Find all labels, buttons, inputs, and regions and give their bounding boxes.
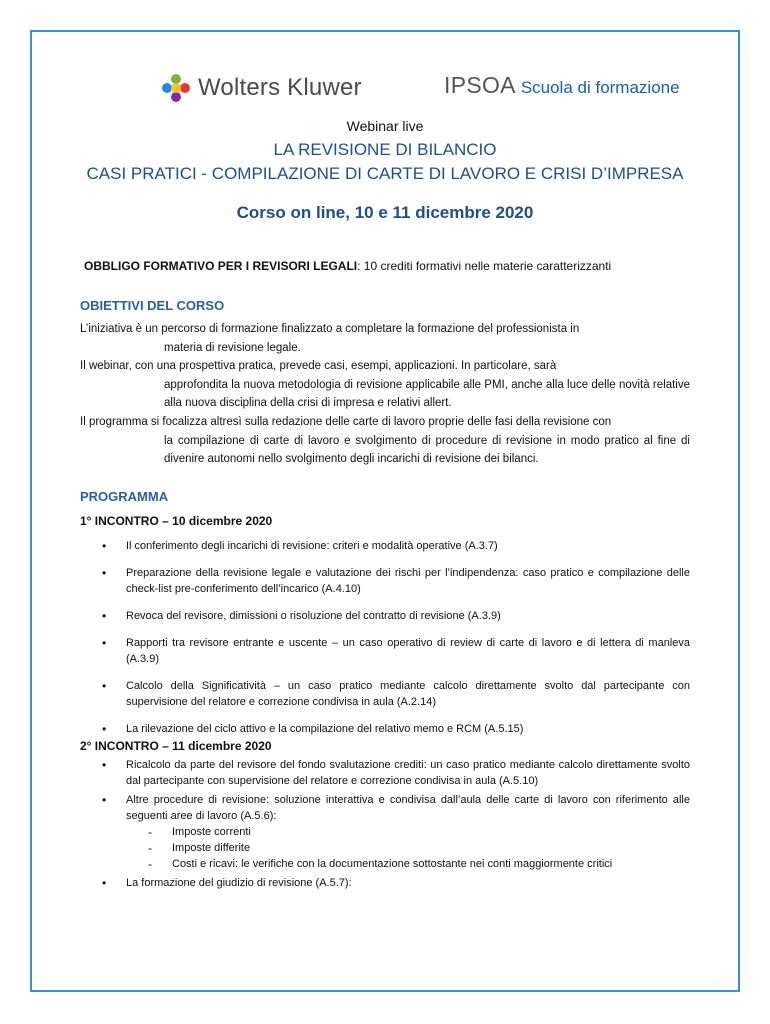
incontro-1-title: 1° INCONTRO – 10 dicembre 2020	[80, 514, 273, 528]
list-item: • Rapporti tra revisore entrante e uscente – un caso operativo di review di carte di lavoro e di lettera di manleva (A.3.9)	[80, 635, 690, 667]
ipsoa-logo-text: IPSOA	[444, 72, 516, 98]
ipsoa-subtitle: Scuola di formazione	[520, 78, 680, 97]
obiettivi-heading: OBIETTIVI DEL CORSO	[80, 298, 225, 313]
programma-heading: PROGRAMMA	[80, 489, 169, 504]
list-item: • Il conferimento degli incarichi di revisione: criteri e modalità operative (A.3.7)	[80, 538, 690, 554]
list-item: • Ricalcolo da parte del revisore del fondo svalutazione crediti: un caso pratico mediante calcolo direttamente svolto dal partecipante con supervisione del relatore e correzione condivisa in aula (A.5.10)	[80, 757, 690, 789]
ipsoa-logo	[444, 72, 680, 99]
obiettivi-paragraph-3	[80, 413, 690, 469]
course-date: Corso on line, 10 e 11 dicembre 2020	[236, 203, 534, 222]
webinar-label: Webinar live	[346, 118, 424, 134]
wolters-kluwer-logo	[162, 74, 362, 102]
sub-list-item: - Costi e ricavi: le verifiche con la documentazione sottostante nei conti maggiormente critici	[126, 856, 690, 872]
list-item	[80, 792, 690, 872]
wk-logo-text: Wolters Kluwer	[198, 74, 362, 101]
p3-rest: la compilazione di carte di lavoro e svolgimento di procedure di revisione in modo pratico al fine di divenire autonomi nello svolgimento degli incarichi di revisione dei bilanci.	[164, 434, 690, 465]
course-title: LA REVISIONE DI BILANCIO	[273, 140, 497, 159]
sub-list	[126, 824, 690, 872]
list-item-text: Altre procedure di revisione: soluzione interattiva e condivisa dall’aula delle carte di lavoro con riferimento alle seguenti aree di lavoro (A.5.6):	[126, 794, 690, 822]
p2-rest: approfondita la nuova metodologia di revisione applicabile alle PMI, anche alla luce delle novità relative alla nuova disciplina della crisi di impresa e relativi allert.	[164, 378, 690, 409]
list-item: • Calcolo della Significatività – un caso pratico mediante calcolo direttamente svolto dal partecipante con supervisione del relatore e correzione condivisa in aula (A.2.14)	[80, 678, 690, 710]
incontro-1-list	[80, 538, 690, 737]
list-item: • Revoca del revisore, dimissioni o risoluzione del contratto di revisione (A.3.9)	[80, 608, 690, 624]
list-item: • La rilevazione del ciclo attivo e la compilazione del relativo memo e RCM (A.5.15)	[80, 721, 690, 737]
obbligo-text: : 10 crediti formativi nelle materie caratterizzanti	[357, 259, 612, 273]
obiettivi-paragraph-1	[80, 320, 690, 357]
sub-list-item: - Imposte correnti	[126, 824, 690, 840]
p3-first-line: Il programma si focalizza altresì sulla redazione delle carte di lavoro proprie delle fasi della revisione con	[80, 416, 612, 428]
p1-rest: materia di revisione legale.	[164, 341, 301, 354]
list-item: • La formazione del giudizio di revisione (A.5.7):	[80, 875, 690, 891]
incontro-2-title: 2° INCONTRO – 11 dicembre 2020	[80, 739, 272, 753]
p1-first-line: L’iniziativa è un percorso di formazione finalizzato a completare la formazione del professionista in	[80, 323, 580, 335]
p2-first-line: Il webinar, con una prospettiva pratica, prevede casi, esempi, applicazioni. In particolare, sarà	[80, 360, 557, 372]
course-subtitle: CASI PRATICI - COMPILAZIONE DI CARTE DI LAVORO E CRISI D’IMPRESA	[86, 164, 684, 183]
sub-list-item: - Imposte differite	[126, 840, 690, 856]
list-item: • Preparazione della revisione legale e valutazione dei rischi per l’indipendenza: caso pratico e compilazione delle check-list pre-conferimento dell’incarico (A.4.10)	[80, 565, 690, 597]
wk-globe-icon	[162, 74, 190, 102]
incontro-2-list	[80, 757, 690, 891]
obbligo-formativo	[84, 259, 611, 273]
logo-bar	[0, 68, 770, 108]
obbligo-label: OBBLIGO FORMATIVO PER I REVISORI LEGALI	[84, 259, 358, 273]
obiettivi-paragraph-2	[80, 357, 690, 413]
